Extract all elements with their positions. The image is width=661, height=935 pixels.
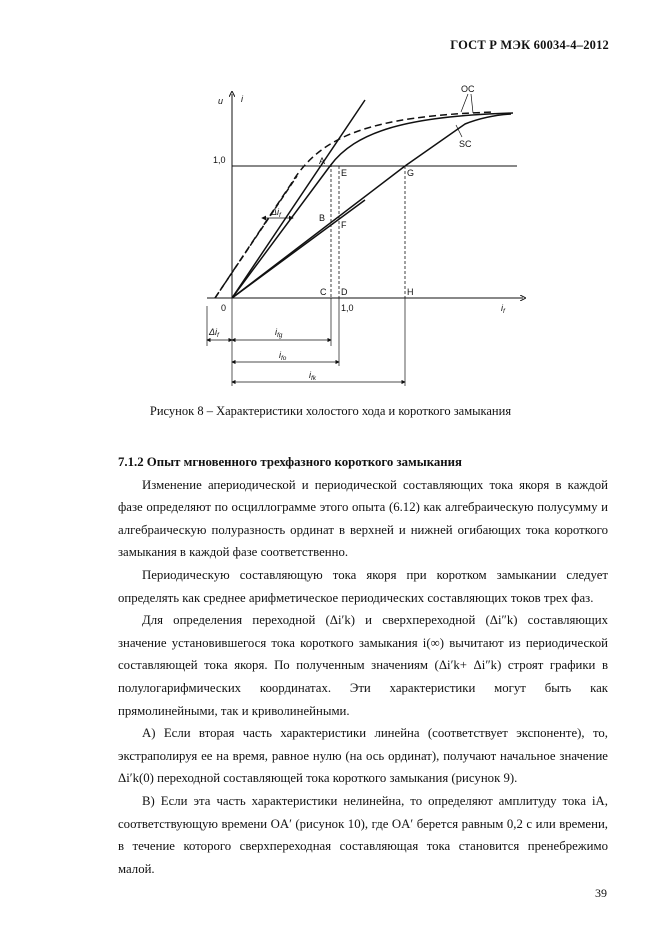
dim-label-ifk: $i_{fk}$ [309, 370, 317, 382]
section-heading: 7.1.2 Опыт мгновенного трехфазного короткого замыкания [118, 455, 462, 469]
dim-label-delta-if: $\Delta i_f$ [209, 327, 219, 339]
paragraph-3: Для определения переходной (Δi′k) и сверхпереходной (Δi″k) составляющих значение установившегося тока короткого замыкания i(∞) вычитают из периодической составляющей тока якоря. По полученным значениям (Δi′k+ Δi″k) строят графики в полулогарифмических координатах. Эти характеристики могут быть как прямолинейными, так и криволинейными. [118, 613, 608, 718]
oc-leader-2 [471, 94, 473, 113]
characteristics-diagram [195, 80, 535, 390]
point-label-C: C [320, 287, 327, 297]
airgap-line-solid [232, 100, 365, 298]
curve-label-oc: OC [461, 84, 475, 94]
origin-label: 0 [221, 303, 227, 313]
dim-label-ifg: $i_{fg}$ [275, 327, 283, 339]
document-header: ГОСТ Р МЭК 60034-4–2012 [450, 38, 609, 52]
section-body [118, 451, 608, 880]
axis-label-if: $i_f$ [501, 303, 505, 315]
paragraph-2: Периодическую составляющую тока якоря при коротком замыкании следует определять как среднее арифметическое периодических составляющих токов трех фаз. [118, 567, 608, 605]
point-label-H: H [407, 287, 414, 297]
tick-label-1-y: 1,0 [213, 155, 226, 165]
figure-caption: Рисунок 8 – Характеристики холостого хода и короткого замыкания [149, 404, 512, 418]
page-number: 39 [595, 886, 607, 900]
point-label-A: A [319, 156, 326, 166]
paragraph-5: В) Если эта часть характеристики нелинейна, то определяют амплитуду тока iA, соответствующую времени OA′ (рисунок 10), где OA′ берется равным 0,2 с или времени, в течение которого сверхпереходная составляющая тока становится пренебрежимо малой. [118, 793, 608, 876]
point-label-E: E [341, 168, 348, 178]
curve-label-sc: SC [459, 139, 472, 149]
oc-leader-1 [461, 94, 468, 112]
axis-label-i: i [241, 94, 243, 104]
tick-label-1-x: 1,0 [341, 303, 354, 313]
sc-line-tail [405, 114, 511, 166]
dim-label-ifo: $i_{fo}$ [279, 350, 287, 362]
paragraph-1: Изменение апериодической и периодической составляющих тока якоря в каждой фазе определяют по осциллограмме этого опыта (6.12) как алгебраическую полусумму и алгебраическую полуразность ординат в верхней и нижней огибающих тока короткого замыкания в каждой фазе соответственно. [118, 477, 608, 560]
airgap-line-B [232, 200, 365, 298]
delta-if-figure-label: $\Delta i_f$ [271, 207, 281, 219]
point-label-D: D [341, 287, 348, 297]
point-label-F: F [341, 220, 347, 230]
figure-characteristics [195, 80, 535, 390]
point-label-G: G [407, 168, 415, 178]
axis-label-u: u [218, 96, 224, 106]
point-label-B: B [319, 213, 326, 223]
paragraph-4: А) Если вторая часть характеристики линейна (соответствует экспоненте), то, экстраполируя ее на время, равное нулю (на ось ординат), получают начальное значение Δi′k(0) переходной составляющей тока короткого замыкания (рисунок 9). [118, 726, 608, 786]
